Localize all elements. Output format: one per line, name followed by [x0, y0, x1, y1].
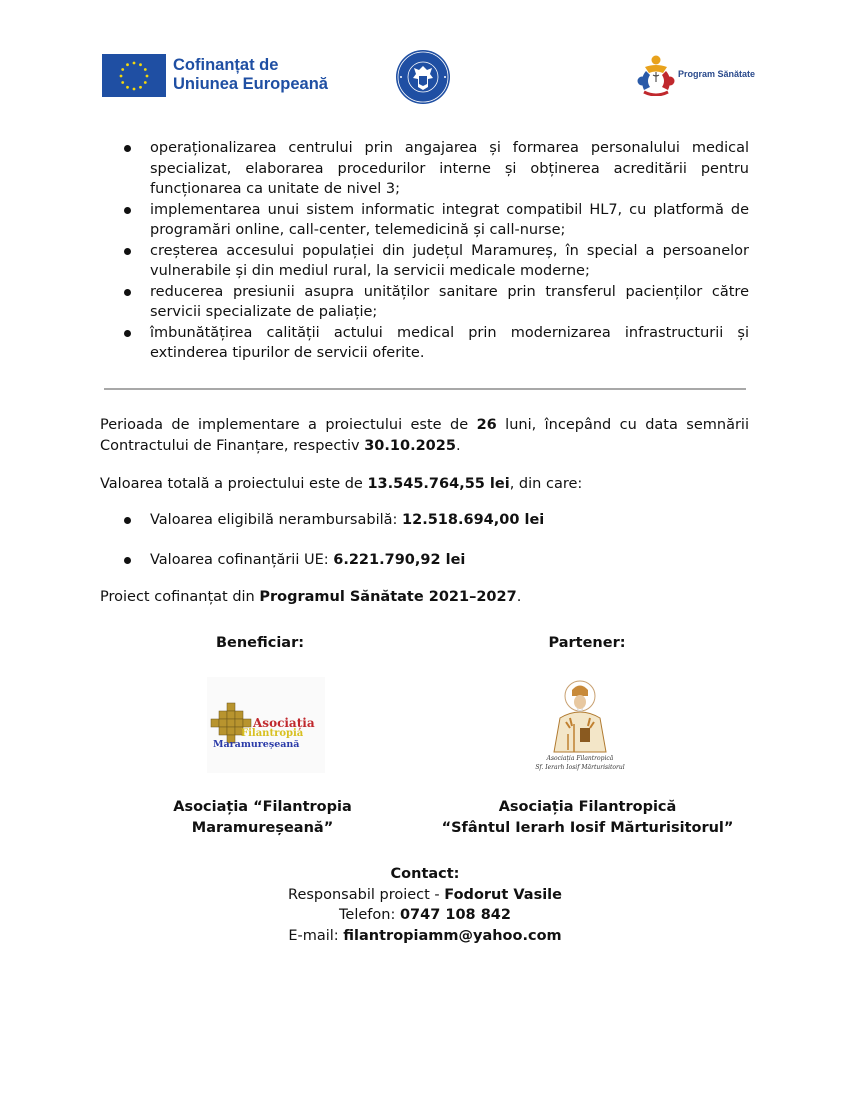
- eligible-value-item: Valoarea eligibilă nerambursabilă: 12.518.694,00 lei: [124, 510, 544, 531]
- eu-cofinancing-value-item: Valoarea cofinanțării UE: 6.221.790,92 lei: [124, 550, 465, 571]
- bullet-icon: [124, 517, 131, 524]
- beneficiary-logo: [207, 677, 325, 773]
- horizontal-divider: [104, 388, 746, 390]
- bullet-icon: [124, 145, 131, 152]
- partner-heading: Partener:: [548, 635, 626, 651]
- contact-phone: Telefon: 0747 108 842: [339, 907, 511, 923]
- eu-cofinancing-logo: [102, 54, 328, 98]
- partner-logo-caption: Asociația Filantropică Sf. Ierarh Iosif Mărturisitorul: [535, 755, 625, 771]
- contact-section: [200, 864, 650, 946]
- list-item: implementarea unui sistem informatic integrat compatibil HL7, cu platformă de programări online, call-center, telemedicină și call-nurse;: [124, 200, 749, 241]
- contact-responsible: Responsabil proiect - Fodorut Vasile: [288, 886, 562, 903]
- eu-flag-icon: [102, 54, 166, 97]
- program-paragraph: Proiect cofinanțat din Programul Sănătate 2021–2027.: [100, 589, 522, 605]
- bullet-icon: [124, 330, 131, 337]
- saint-icon-illustration: [530, 678, 630, 756]
- government-logo: [395, 49, 451, 105]
- svg-text:Asociația: Asociația: [253, 716, 315, 730]
- partner-logo: [530, 678, 630, 776]
- list-item: creșterea accesului populației din județul Maramureș, în special a persoanelor vulnerabile și din mediul rural, la servicii medicale moderne;: [124, 241, 749, 282]
- program-sanatate-label: Program Sănătate: [678, 69, 756, 79]
- people-circle-icon: [636, 54, 676, 96]
- eu-logo-text: Cofinanțat de Uniunea Europeană: [173, 56, 328, 93]
- bullet-icon: [124, 557, 131, 564]
- list-item: operaționalizarea centrului prin angajarea și formarea personalului medical specializat, elaborarea procedurilor interne și obținerea acreditării pentru funcționarea ca unitate de nivel 3;: [124, 138, 749, 200]
- cross-ornament-icon: [207, 677, 325, 773]
- beneficiary-heading: Beneficiar:: [215, 635, 305, 651]
- email-link[interactable]: filantropiamm@yahoo.com: [343, 927, 562, 944]
- contact-heading: Contact:: [390, 866, 460, 882]
- bullet-icon: [124, 248, 131, 255]
- bullet-icon: [124, 289, 131, 296]
- partner-name: Asociația Filantropică “Sfântul Ierarh Iosif Mărturisitorul”: [441, 799, 734, 836]
- svg-text:Maramureșeană: Maramureșeană: [213, 739, 300, 750]
- objectives-list: [124, 138, 749, 364]
- list-item: reducerea presiunii asupra unităților sanitare prin transferul pacienților către servicii specializate de paliație;: [124, 282, 749, 323]
- contact-email: E-mail: filantropiamm@yahoo.com: [288, 927, 562, 944]
- total-value-paragraph: Valoarea totală a proiectului este de 13.545.764,55 lei, din care:: [100, 476, 583, 492]
- program-sanatate-logo: [636, 54, 756, 96]
- svg-text:Filantropia: Filantropia: [241, 728, 304, 739]
- list-item: îmbunătățirea calității actului medical prin modernizarea infrastructurii și extinderea tipurilor de servicii oferite.: [124, 323, 749, 364]
- implementation-period-paragraph: Perioada de implementare a proiectului este de 26 luni, începând cu data semnării Contractului de Finanțare, respectiv 30.10.2025.: [100, 417, 749, 454]
- beneficiary-name: Asociația “Filantropia Maramureșeană”: [173, 799, 352, 836]
- bullet-icon: [124, 207, 131, 214]
- romania-coat-of-arms-icon: [395, 49, 451, 105]
